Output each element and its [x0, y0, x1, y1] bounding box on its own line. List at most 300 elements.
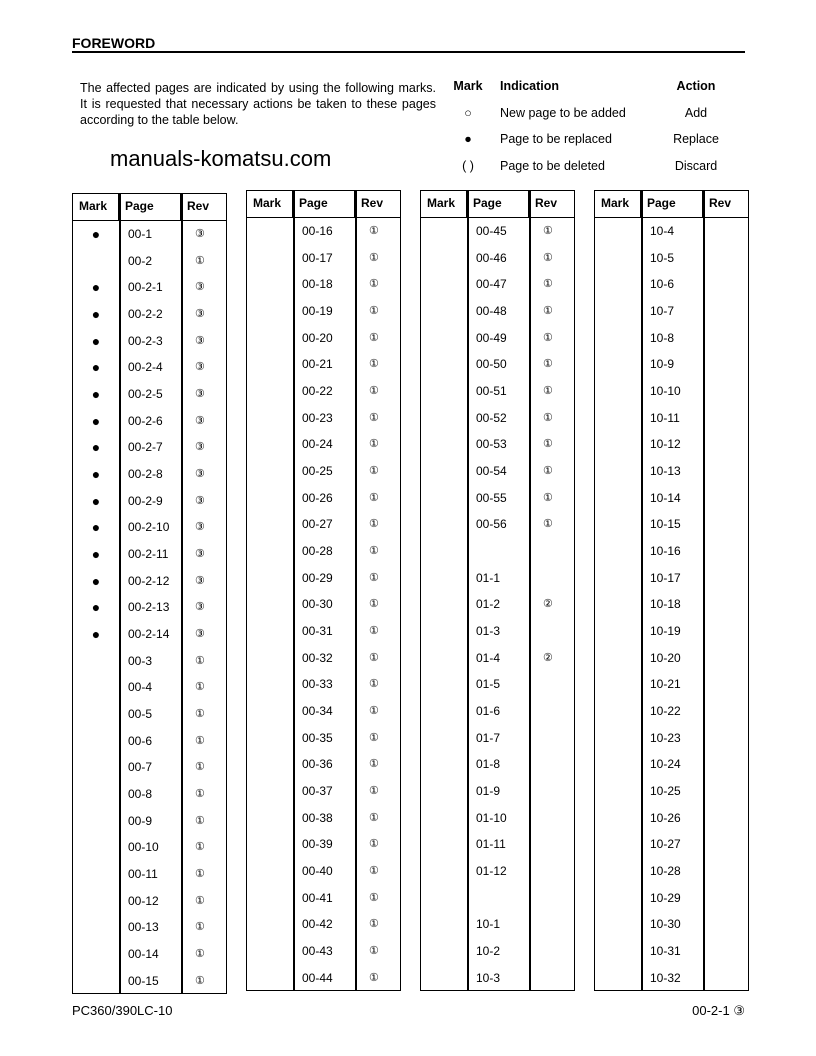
page-cell: 00-29 — [302, 570, 333, 585]
page-cell: 10-26 — [650, 810, 681, 825]
mark-cell — [421, 218, 467, 245]
rev-cell — [529, 938, 573, 965]
table-row — [595, 485, 748, 512]
legend-action: Discard — [674, 159, 718, 174]
mark-cell — [247, 378, 293, 405]
rev-cell: ① — [195, 814, 205, 827]
page-cell: 00-38 — [302, 810, 333, 825]
table-row — [421, 565, 574, 592]
page-cell: 10-9 — [650, 357, 675, 372]
mark-cell — [595, 858, 641, 885]
table-row — [595, 965, 748, 992]
table-row — [247, 618, 400, 645]
table-row — [73, 968, 226, 995]
rev-cell — [703, 271, 747, 298]
mark-cell — [247, 218, 293, 245]
rev-cell: ③ — [195, 308, 205, 321]
table-row — [595, 618, 748, 645]
rev-cell: ① — [543, 465, 553, 478]
legend-indication: New page to be added — [500, 105, 626, 120]
mark-cell — [247, 405, 293, 432]
page-cell: 00-37 — [302, 784, 333, 799]
rev-cell — [703, 671, 747, 698]
mark-cell — [421, 831, 467, 858]
table-row — [421, 591, 574, 618]
rev-cell — [703, 698, 747, 725]
table-row — [421, 431, 574, 458]
table-row — [421, 725, 574, 752]
page-cell: 00-31 — [302, 624, 333, 639]
rev-cell: ① — [369, 651, 379, 664]
rev-cell — [529, 698, 573, 725]
page-cell: 00-41 — [302, 890, 333, 905]
rev-cell: ① — [195, 948, 205, 961]
page-cell — [467, 538, 529, 565]
mark-cell — [421, 458, 467, 485]
page-cell: 00-2-7 — [128, 440, 163, 455]
table-row — [73, 381, 226, 408]
column-divider — [529, 191, 531, 990]
mark-cell — [421, 511, 467, 538]
mark-cell — [247, 538, 293, 565]
page-cell: 00-9 — [128, 813, 153, 828]
mark-cell — [247, 698, 293, 725]
mark-cell — [595, 938, 641, 965]
table-row — [247, 671, 400, 698]
table-row — [73, 754, 226, 781]
filled-circle-icon: ● — [91, 599, 101, 616]
table-row — [73, 941, 226, 968]
page-cell — [467, 885, 529, 912]
table-row — [73, 781, 226, 808]
rev-cell — [703, 405, 747, 432]
table-row — [247, 458, 400, 485]
page-cell: 01-6 — [476, 704, 501, 719]
filled-circle-icon: ● — [91, 572, 101, 589]
filled-circle-icon: ● — [91, 439, 101, 456]
filled-circle-icon: ● — [91, 626, 101, 643]
rev-cell — [703, 565, 747, 592]
table-row — [595, 405, 748, 432]
rev-cell — [703, 938, 747, 965]
rev-cell: ② — [543, 651, 553, 664]
rev-cell — [703, 511, 747, 538]
table-row — [73, 328, 226, 355]
mark-cell — [595, 298, 641, 325]
table-row — [421, 751, 574, 778]
rev-cell — [703, 218, 747, 245]
rev-cell — [529, 778, 573, 805]
page-cell: 10-23 — [650, 730, 681, 745]
rev-cell — [703, 431, 747, 458]
page-cell: 00-7 — [128, 760, 153, 775]
filled-circle-icon: ● — [91, 332, 101, 349]
table-row — [595, 671, 748, 698]
page-cell: 01-1 — [476, 570, 501, 585]
page-cell: 01-3 — [476, 624, 501, 639]
table-row — [595, 725, 748, 752]
table-row — [421, 405, 574, 432]
table-row — [595, 271, 748, 298]
table-row — [421, 671, 574, 698]
rev-cell — [703, 751, 747, 778]
page-cell: 00-54 — [476, 464, 507, 479]
page-cell: 00-18 — [302, 277, 333, 292]
table-row — [595, 565, 748, 592]
footer-page-number: 00-2-1 ③ — [692, 1003, 745, 1018]
rev-cell: ① — [369, 625, 379, 638]
mark-cell — [73, 674, 119, 701]
mark-cell — [421, 538, 467, 565]
rev-cell: ① — [195, 254, 205, 267]
table-row — [73, 621, 226, 648]
rev-cell — [529, 831, 573, 858]
mark-cell — [595, 671, 641, 698]
mark-cell — [247, 511, 293, 538]
mark-cell — [595, 591, 641, 618]
page-cell: 00-10 — [128, 840, 159, 855]
mark-cell — [247, 725, 293, 752]
watermark: manuals-komatsu.com — [110, 146, 332, 171]
mark-cell — [247, 245, 293, 272]
page-cell: 10-10 — [650, 384, 681, 399]
column-divider — [293, 191, 295, 990]
table-header — [73, 194, 226, 221]
page-cell: 00-2-2 — [128, 307, 163, 322]
parentheses-icon: ( ) — [462, 159, 474, 174]
table-header — [421, 191, 574, 218]
page-cell: 00-2-12 — [128, 573, 170, 588]
page-cell: 00-47 — [476, 277, 507, 292]
rev-cell: ① — [543, 411, 553, 424]
page-cell: 10-30 — [650, 917, 681, 932]
rev-cell — [529, 885, 573, 912]
table-row — [73, 674, 226, 701]
page-cell: 10-6 — [650, 277, 675, 292]
mark-cell — [247, 325, 293, 352]
table-row — [247, 271, 400, 298]
table-row — [247, 591, 400, 618]
table-row — [421, 485, 574, 512]
rev-cell: ③ — [195, 414, 205, 427]
page-cell: 00-2-1 — [128, 280, 163, 295]
rev-cell: ① — [543, 518, 553, 531]
mark-cell — [73, 701, 119, 728]
filled-circle-icon: ● — [91, 306, 101, 323]
page-cell: 00-4 — [128, 680, 153, 695]
mark-cell — [595, 351, 641, 378]
page-cell: 10-12 — [650, 437, 681, 452]
page-cell: 00-24 — [302, 437, 333, 452]
table-row — [73, 701, 226, 728]
mark-cell — [421, 725, 467, 752]
page-cell: 00-2-9 — [128, 493, 163, 508]
table-row — [247, 565, 400, 592]
rev-cell: ① — [369, 811, 379, 824]
mark-cell — [73, 914, 119, 941]
table-row — [73, 914, 226, 941]
filled-circle-icon: ● — [91, 466, 101, 483]
table-row — [421, 378, 574, 405]
rev-cell: ① — [543, 358, 553, 371]
rev-cell: ① — [195, 788, 205, 801]
table-row — [73, 488, 226, 515]
page-cell: 00-15 — [128, 973, 159, 988]
table-row — [595, 431, 748, 458]
rev-cell: ① — [543, 251, 553, 264]
filled-circle-icon: ● — [91, 359, 101, 376]
mark-cell — [421, 565, 467, 592]
rev-cell: ① — [543, 385, 553, 398]
mark-cell — [421, 858, 467, 885]
revision-table — [72, 193, 227, 994]
page-cell: 10-14 — [650, 490, 681, 505]
page-cell: 00-5 — [128, 707, 153, 722]
mark-cell — [595, 431, 641, 458]
page-cell: 10-22 — [650, 704, 681, 719]
page-cell: 00-2-3 — [128, 333, 163, 348]
table-row — [247, 378, 400, 405]
table-row — [247, 511, 400, 538]
page-cell: 01-11 — [476, 837, 506, 852]
mark-cell — [73, 754, 119, 781]
mark-cell — [595, 485, 641, 512]
table-row — [73, 514, 226, 541]
column-divider — [355, 191, 357, 990]
page-cell: 00-27 — [302, 517, 333, 532]
table-row — [73, 808, 226, 835]
mark-cell — [421, 271, 467, 298]
rev-cell — [703, 645, 747, 672]
page-cell: 00-49 — [476, 330, 507, 345]
table-row — [247, 325, 400, 352]
table-row — [421, 858, 574, 885]
table-row — [421, 698, 574, 725]
rev-cell: ① — [369, 305, 379, 318]
mark-cell — [73, 648, 119, 675]
filled-circle-icon: ● — [91, 412, 101, 429]
table-row — [421, 538, 574, 565]
mark-cell — [73, 781, 119, 808]
page-cell: 00-2-11 — [128, 547, 169, 562]
table-row — [595, 858, 748, 885]
rev-cell: ① — [369, 838, 379, 851]
table-row — [247, 298, 400, 325]
table-row — [421, 965, 574, 992]
mark-cell — [421, 351, 467, 378]
page-cell: 00-28 — [302, 544, 333, 559]
rev-cell: ③ — [195, 441, 205, 454]
page-cell: 00-2-14 — [128, 627, 170, 642]
column-header-page: Page — [467, 191, 529, 217]
table-row — [73, 728, 226, 755]
mark-cell — [421, 885, 467, 912]
table-row — [595, 218, 748, 245]
rev-cell: ① — [369, 678, 379, 691]
page-cell: 00-53 — [476, 437, 507, 452]
table-row — [421, 351, 574, 378]
mark-cell — [247, 485, 293, 512]
mark-cell — [595, 831, 641, 858]
mark-cell — [595, 725, 641, 752]
rev-cell — [703, 725, 747, 752]
page-cell: 00-2-10 — [128, 520, 170, 535]
rev-cell: ① — [195, 841, 205, 854]
page-cell: 00-52 — [476, 410, 507, 425]
column-header-page: Page — [293, 191, 355, 217]
table-row — [595, 805, 748, 832]
page-cell: 01-12 — [476, 864, 507, 879]
table-header — [247, 191, 400, 218]
page-cell: 00-17 — [302, 250, 333, 265]
mark-cell — [247, 645, 293, 672]
mark-cell — [247, 831, 293, 858]
page-cell: 10-11 — [650, 410, 680, 425]
page-cell: 10-15 — [650, 517, 681, 532]
column-divider — [641, 191, 643, 990]
table-row — [421, 271, 574, 298]
rev-cell — [703, 778, 747, 805]
mark-cell — [595, 538, 641, 565]
mark-cell — [421, 485, 467, 512]
table-row — [595, 911, 748, 938]
mark-cell — [73, 941, 119, 968]
rev-cell: ② — [543, 598, 553, 611]
rev-cell: ① — [543, 225, 553, 237]
mark-cell — [595, 618, 641, 645]
rev-cell — [703, 858, 747, 885]
mark-cell — [421, 911, 467, 938]
legend-header-indication: Indication — [500, 79, 560, 93]
mark-cell — [595, 565, 641, 592]
table-row — [73, 301, 226, 328]
page-cell: 00-32 — [302, 650, 333, 665]
table-row — [247, 938, 400, 965]
table-row — [595, 831, 748, 858]
rev-cell — [703, 485, 747, 512]
table-row — [247, 858, 400, 885]
table-row — [421, 645, 574, 672]
mark-cell — [421, 405, 467, 432]
table-row — [73, 861, 226, 888]
page-cell: 00-2-8 — [128, 467, 163, 482]
table-row — [73, 541, 226, 568]
column-divider — [467, 191, 469, 990]
table-row — [595, 938, 748, 965]
rev-cell: ① — [195, 921, 205, 934]
rev-cell — [703, 591, 747, 618]
rev-cell — [529, 911, 573, 938]
table-row — [595, 591, 748, 618]
mark-cell — [421, 671, 467, 698]
table-row — [247, 885, 400, 912]
mark-cell — [595, 271, 641, 298]
page-cell: 10-8 — [650, 330, 675, 345]
rev-cell — [703, 885, 747, 912]
page-cell: 00-2-4 — [128, 360, 163, 375]
rev-cell: ① — [369, 598, 379, 611]
page-cell: 00-39 — [302, 837, 333, 852]
table-row — [421, 245, 574, 272]
mark-cell — [73, 861, 119, 888]
table-row — [73, 461, 226, 488]
table-row — [595, 351, 748, 378]
rev-cell: ① — [195, 708, 205, 721]
revision-table — [246, 190, 401, 991]
page-cell: 00-48 — [476, 304, 507, 319]
rev-cell: ① — [369, 918, 379, 931]
column-header-page: Page — [641, 191, 703, 217]
table-row — [421, 938, 574, 965]
page-cell: 01-9 — [476, 784, 501, 799]
column-header-rev: Rev — [361, 196, 384, 210]
mark-cell — [73, 808, 119, 835]
page-cell: 10-24 — [650, 757, 681, 772]
page-cell: 10-4 — [650, 224, 675, 238]
rev-cell: ① — [195, 868, 205, 881]
column-header-page: Page — [119, 194, 181, 220]
mark-cell — [421, 378, 467, 405]
page-cell: 00-26 — [302, 490, 333, 505]
mark-cell — [595, 218, 641, 245]
table-row — [73, 594, 226, 621]
page-cell: 10-13 — [650, 464, 681, 479]
table-row — [595, 325, 748, 352]
rev-cell: ① — [369, 251, 379, 264]
table-row — [595, 378, 748, 405]
rev-cell: ③ — [195, 601, 205, 614]
page-cell: 00-44 — [302, 970, 333, 985]
page-cell: 10-29 — [650, 890, 681, 905]
page-cell: 00-34 — [302, 704, 333, 719]
mark-cell — [247, 938, 293, 965]
title-rule — [72, 51, 745, 53]
mark-cell — [595, 965, 641, 992]
rev-cell: ① — [369, 731, 379, 744]
rev-cell: ① — [369, 545, 379, 558]
mark-cell — [247, 965, 293, 992]
rev-cell — [529, 751, 573, 778]
mark-cell — [421, 618, 467, 645]
page-cell: 10-31 — [650, 944, 681, 959]
column-header-mark: Mark — [595, 191, 641, 217]
table-row — [421, 325, 574, 352]
legend-indication: Page to be deleted — [500, 159, 605, 174]
table-row — [73, 834, 226, 861]
filled-circle-icon: ● — [464, 132, 472, 147]
table-row — [73, 888, 226, 915]
table-row — [247, 218, 400, 245]
rev-cell: ① — [369, 705, 379, 718]
table-row — [73, 648, 226, 675]
table-row — [73, 568, 226, 595]
table-row — [421, 511, 574, 538]
table-row — [247, 405, 400, 432]
mark-cell — [247, 858, 293, 885]
legend-header-action: Action — [676, 79, 716, 93]
page-cell: 01-4 — [476, 650, 501, 665]
rev-cell: ① — [369, 518, 379, 531]
page-cell: 10-16 — [650, 544, 681, 559]
mark-cell — [247, 298, 293, 325]
rev-cell — [529, 618, 573, 645]
page-cell: 10-2 — [476, 944, 501, 959]
table-row — [595, 245, 748, 272]
rev-cell: ① — [369, 971, 379, 984]
mark-cell — [595, 698, 641, 725]
page-cell: 00-33 — [302, 677, 333, 692]
page-cell: 00-40 — [302, 864, 333, 879]
